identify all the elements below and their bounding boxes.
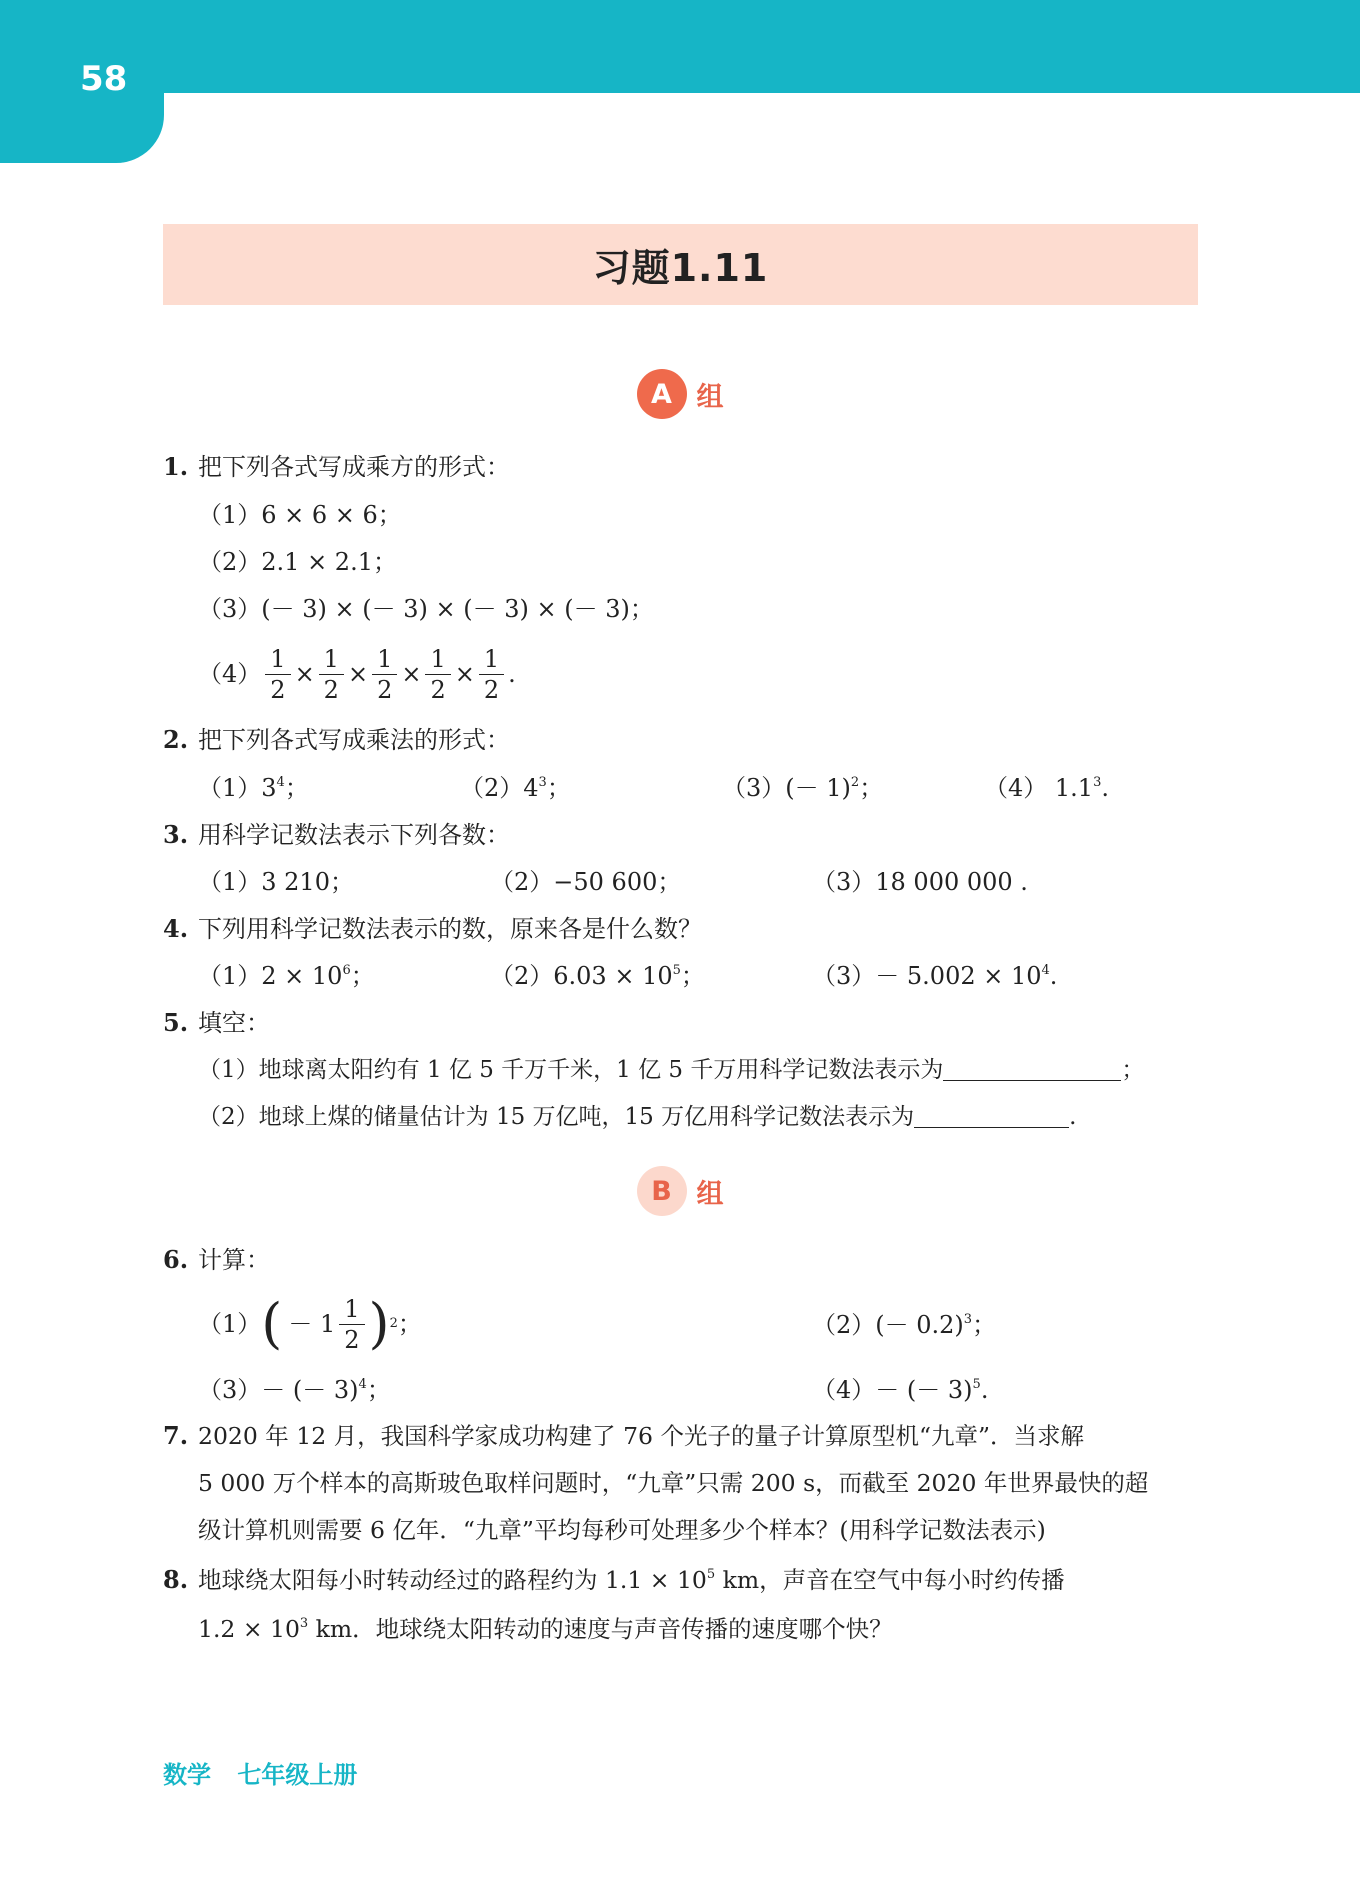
fraction: $\frac{1}{2}$ [372,647,397,702]
q4-sub2: $(2)6.03 \times 10^5$； [490,962,705,990]
q5-sub2: （2）地球上煤的储量估计为 15 万亿吨，15 万亿用科学记数法表示为 . [198,1104,1077,1130]
q1-sub3: （3）(－ 3) × (－ 3) × (－ 3) × (－ 3)； [198,595,654,623]
times-sign: × [401,660,422,688]
q3-text: 用科学记数法表示下列各数： [198,821,510,849]
page-number: 58 [80,59,128,99]
q4-sub3: $(3)- 5.002 \times 10^4$. [812,962,1058,990]
page-title: 习题1.11 [592,246,769,290]
times-sign: × [347,660,369,688]
q4-sub1: $(1)2 \times 10^6$； [198,962,375,990]
fraction: $\frac{1}{2}$ [479,647,504,702]
q5-number: 5. [163,1008,189,1037]
q2-sub4: （4） $1.1^3$. [984,774,1109,802]
q2-sub1: $(1)3^4$； [198,774,309,802]
right-paren: ) [368,1292,390,1355]
answer-blank[interactable] [943,1056,1121,1081]
group-b-badge: B [637,1166,687,1216]
q6-sub2: $(2)(- 0.2)^3$； [812,1311,997,1339]
q1-number: 1. [163,452,189,481]
q4-number: 4. [163,914,189,943]
q2-sub2: $(2)4^3$； [460,774,571,802]
period: . [508,660,516,688]
q1-sub4 [198,643,516,705]
fraction: $\frac{1}{2}$ [265,647,290,702]
group-a-badge: A [637,369,687,419]
answer-blank[interactable] [914,1103,1069,1128]
q6-number: 6. [163,1245,189,1274]
q3-sub1: （1）3 210； [198,868,354,896]
q1-sub4-label: （4） [198,660,262,688]
times-sign: × [454,660,475,688]
q2-text: 把下列各式写成乘法的形式： [198,726,510,754]
fraction: $\frac{1}{2}$ [425,647,450,702]
q8-line1: 地球绕太阳每小时转动经过的路程约为 $1.1 \times 10^5$ km，声音在空气中每小时约传播 [198,1566,1065,1594]
q3-number: 3. [163,820,189,849]
q7-number: 7. [163,1421,189,1450]
group-b-label: 组 [696,1178,724,1210]
q1-sub1: （1）6 × 6 × 6； [198,501,402,529]
q2-sub3: $(3)(- 1)^2$； [722,774,884,802]
q6-sub3: （3）－ (－ 3)$^4$； [198,1376,391,1404]
group-b-heading [0,1166,1360,1216]
q8-number: 8. [163,1565,189,1594]
fraction: $\frac{1}{2}$ [319,647,344,702]
q2-number: 2. [163,725,189,754]
q3-sub2: （2）−50 600； [490,868,682,896]
q6-sub1: （1） ( － 1 $\frac{1}{2}$ ) 2 ； [198,1292,422,1355]
q7-line1: 2020 年 12 月，我国科学家成功构建了 76 个光子的量子计算原型机“九章”．当求解 [198,1422,1084,1450]
q1-text: 把下列各式写成乘方的形式： [198,453,510,481]
exercise-title-banner [163,224,1198,305]
q6-sub4: （4）－ (－ 3)$^5$. [812,1376,989,1404]
q7-line2: 5 000 万个样本的高斯玻色取样问题时，“九章”只需 200 s，而截至 2020 年世界最快的超 [198,1469,1149,1497]
fraction: $\frac{1}{2}$ [339,1297,364,1352]
q3-sub3: （3）18 000 000 . [812,868,1028,896]
q5-text: 填空： [198,1009,270,1037]
q8-line2: $1.2 \times 10^3$ km．地球绕太阳转动的速度与声音传播的速度哪个快？ [198,1615,893,1643]
group-a-label: 组 [696,381,724,413]
q6-text: 计算： [198,1246,270,1274]
footer-book-title: 数学 七年级上册 [163,1761,358,1789]
q4-text: 下列用科学记数法表示的数，原来各是什么数？ [198,915,702,943]
q7-line3: 级计算机则需要 6 亿年．“九章”平均每秒可处理多少个样本？(用科学记数法表示) [198,1516,1046,1544]
q1-sub2: （2）2.1 × 2.1； [198,548,397,576]
left-paren: ( [261,1292,283,1355]
q5-sub1: （1）地球离太阳约有 1 亿 5 千万千米，1 亿 5 千万用科学记数法表示为 ； [198,1057,1145,1083]
header-bar [0,0,1360,93]
group-a-heading [0,369,1360,419]
times-sign: × [294,660,315,688]
